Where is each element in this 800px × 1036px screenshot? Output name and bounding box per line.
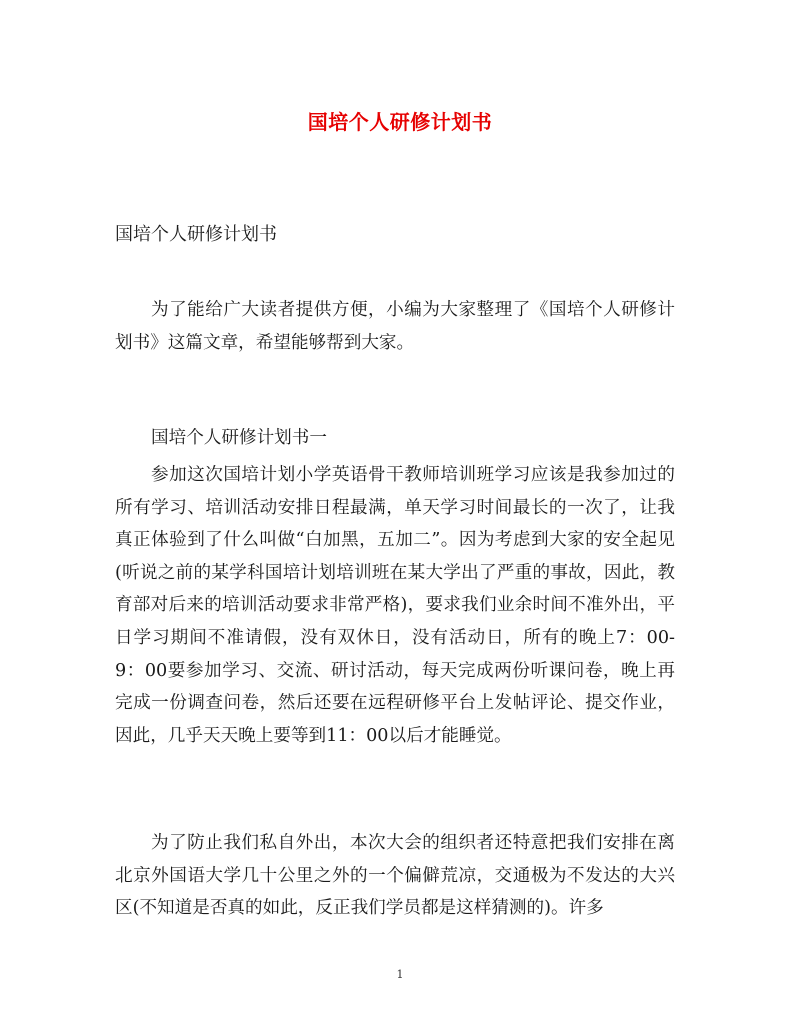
body-paragraph-2: 为了防止我们私自外出，本次大会的组织者还特意把我们安排在离北京外国语大学几十公里之外的一个偏僻荒凉，交通极为不发达的大兴区(不知道是否真的如此，反正我们学员都是这样猜测的)。许多 xyxy=(115,833,675,919)
intro-paragraph: 为了能给广大读者提供方便，小编为大家整理了《国培个人研修计划书》这篇文章，希望能够帮到大家。 xyxy=(115,300,675,353)
document-title: 国培个人研修计划书 xyxy=(307,110,493,134)
document-heading: 国培个人研修计划书 xyxy=(115,224,277,245)
section-title: 国培个人研修计划书一 xyxy=(151,428,327,448)
body-paragraph-1: 参加这次国培计划小学英语骨干教师培训班学习应该是我参加过的所有学习、培训活动安排日程最满，单天学习时间最长的一次了，让我真正体验到了什么叫做“白加黑，五加二”。因为考虑到大家的安全起见(听说之前的某学科国培计划培训班在某大学出了严重的事故，因此，教育部对后来的培训活动要求非常严格)，要求我们业余时间不准外出，平日学习期间不准请假，没有双休日，没有活动日，所有的晚上7：00-9：00要参加学习、交流、研讨活动，每天完成两份听课问卷，晚上再完成一份调查问卷，然后还要在远程研修平台上发帖评论、提交作业，因此，几乎天天晚上要等到11：00以后才能睡觉。 xyxy=(115,465,675,746)
page-number: 1 xyxy=(396,968,404,981)
